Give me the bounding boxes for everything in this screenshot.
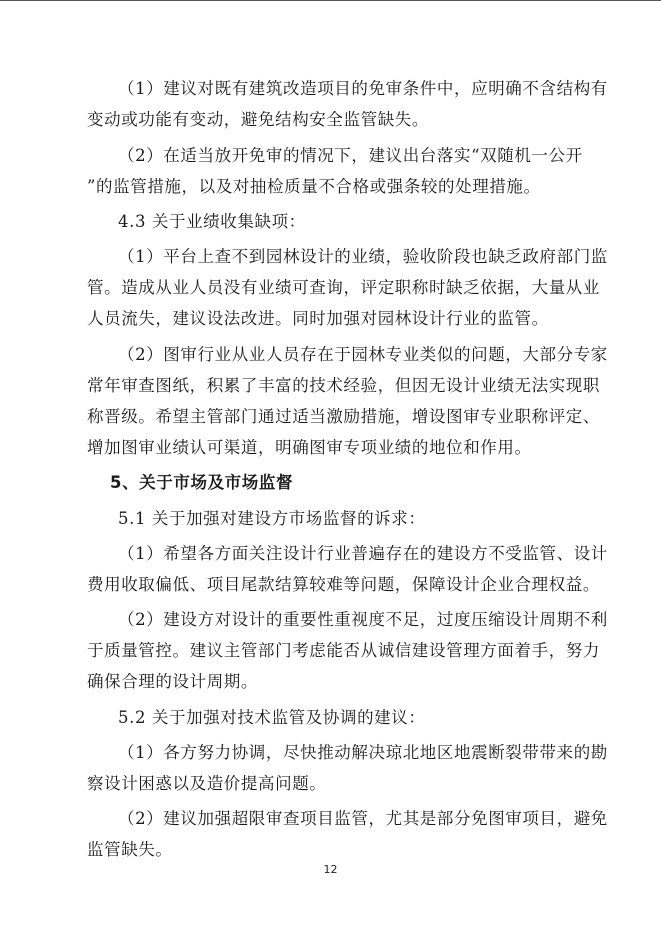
paragraph-line: （2）建设方对设计的重要性重视度不足，过度压缩设计周期不利: [118, 610, 608, 629]
paragraph-line: （2）在适当放开免审的情况下，建议出台落实“双随机一公开: [118, 146, 583, 165]
page-top-border: [0, 0, 661, 1]
paragraph-line: 管。造成从业人员没有业绩可查询，评定职称时缺乏依据，大量从业: [87, 278, 600, 297]
paragraph-line: 察设计困惑以及造价提高问题。: [87, 774, 327, 793]
paragraph-line: （1）各方努力协调，尽快推动解决琼北地区地震断裂带带来的勘: [118, 743, 608, 762]
section-heading-5: 5、关于市场及市场监督: [110, 473, 294, 492]
paragraph-line: 增加图审业绩认可渠道，明确图审专项业绩的地位和作用。: [87, 438, 532, 457]
paragraph-line: （1）建议对既有建筑改造项目的免审条件中，应明确不含结构有: [118, 79, 608, 98]
section-heading-5-2: 5.2 关于加强对技术监管及协调的建议：: [118, 708, 426, 727]
page-number: 12: [323, 863, 338, 876]
paragraph-line: 确保合理的设计周期。: [87, 672, 258, 691]
paragraph-line: 监管缺失。: [87, 840, 173, 859]
paragraph-line: 称晋级。希望主管部门通过适当激励措施，增设图审专业职称评定、: [87, 407, 600, 426]
paragraph-line: （2）图审行业从业人员存在于园林专业类似的问题，大部分专家: [118, 345, 608, 364]
paragraph-line: （1）平台上查不到园林设计的业绩，验收阶段也缺乏政府部门监: [118, 247, 608, 266]
paragraph-line: 变动或功能有变动，避免结构安全监管缺失。: [87, 110, 429, 129]
paragraph-line: 于质量管控。建议主管部门考虑能否从诚信建设管理方面着手，努力: [87, 641, 600, 660]
paragraph-line: 人员流失，建议设法改进。同时加强对园林设计行业的监管。: [87, 309, 549, 328]
paragraph-line: 常年审查图纸，积累了丰富的技术经验，但因无设计业绩无法实现职: [87, 376, 600, 395]
section-heading-5-1: 5.1 关于加强对建设方市场监督的诉求：: [118, 509, 426, 528]
paragraph-line: ”的监管措施，以及对抽检质量不合格或强条较的处理措施。: [87, 177, 541, 196]
paragraph-line: （2）建议加强超限审查项目监管，尤其是部分免图审项目，避免: [118, 809, 608, 828]
section-heading-4-3: 4.3 关于业绩收集缺项：: [118, 212, 306, 231]
paragraph-line: 费用收取偏低、项目尾款结算较难等问题，保障设计企业合理权益。: [87, 575, 600, 594]
paragraph-line: （1）希望各方面关注设计行业普遍存在的建设方不受监管、设计: [118, 544, 608, 563]
